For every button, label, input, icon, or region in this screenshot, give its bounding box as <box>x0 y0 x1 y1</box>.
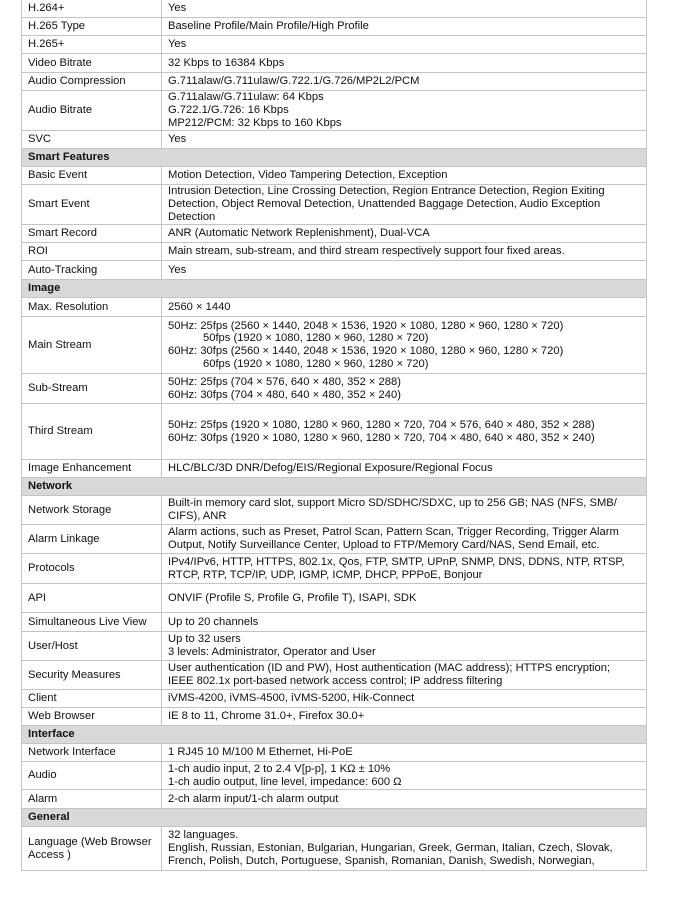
spec-row <box>21 460 647 478</box>
spec-row <box>21 317 647 374</box>
spec-value-line: CIFS), ANR <box>168 510 227 522</box>
spec-row <box>21 790 647 809</box>
spec-value-line: 50fps (1920 × 1080, 1280 × 960, 1280 × 720) <box>203 332 429 345</box>
spec-label: Alarm Linkage <box>21 525 162 553</box>
spec-row <box>21 185 647 225</box>
spec-value <box>162 404 647 459</box>
spec-label: Smart Record <box>21 225 162 242</box>
spec-value-line: G.722.1/G.726: 16 Kbps <box>168 104 289 117</box>
spec-value <box>162 496 647 524</box>
spec-row <box>21 73 647 91</box>
spec-value <box>162 661 647 689</box>
spec-value-line: Up to 32 users <box>168 633 241 646</box>
spec-value-line: Yes <box>168 133 187 146</box>
spec-table <box>21 0 647 871</box>
spec-value-line: Motion Detection, Video Tampering Detection, Exception <box>168 169 448 182</box>
spec-value <box>162 762 647 789</box>
spec-label: Third Stream <box>21 404 162 459</box>
spec-value-line: Detection, Object Removal Detection, Unattended Baggage Detection, Audio Exception <box>168 198 601 211</box>
spec-label: Web Browser <box>21 708 162 725</box>
spec-label: Client <box>21 690 162 707</box>
section-header: Smart Features <box>21 149 647 167</box>
spec-label: Audio <box>21 762 162 789</box>
spec-value <box>162 298 647 316</box>
spec-label: Auto-Tracking <box>21 261 162 279</box>
spec-label: User/Host <box>21 632 162 660</box>
spec-value-line: Baseline Profile/Main Profile/High Profile <box>168 20 369 33</box>
spec-value-line: HLC/BLC/3D DNR/Defog/EIS/Regional Exposure/Regional Focus <box>168 462 493 475</box>
spec-row <box>21 91 647 131</box>
spec-row <box>21 744 647 762</box>
spec-label: Smart Event <box>21 185 162 224</box>
spec-value-line: Up to 20 channels <box>168 615 259 628</box>
spec-label: Basic Event <box>21 167 162 184</box>
spec-value-line: Intrusion Detection, Line Crossing Detection, Region Entrance Detection, Region Exiting <box>168 185 605 198</box>
spec-value-line: Output, Notify Surveillance Center, Upload to FTP/Memory Card/NAS, Send Email, etc. <box>168 539 600 551</box>
spec-label: Audio Compression <box>21 73 162 90</box>
spec-row <box>21 613 647 632</box>
spec-label: Max. Resolution <box>21 298 162 316</box>
spec-value-line: English, Russian, Estonian, Bulgarian, Hungarian, Greek, German, Italian, Czech, Slovak, <box>168 842 613 855</box>
spec-value <box>162 54 647 72</box>
spec-value-line: 1-ch audio output, line level, impedance: 600 Ω <box>168 775 402 788</box>
spec-value-line: 60Hz: 30fps (1920 × 1080, 1280 × 960, 1280 × 720, 704 × 480, 640 × 480, 352 × 240) <box>168 431 595 444</box>
spec-row <box>21 225 647 243</box>
spec-row <box>21 496 647 525</box>
spec-row <box>21 18 647 36</box>
spec-value <box>162 131 647 148</box>
spec-row <box>21 131 647 149</box>
spec-value <box>162 261 647 279</box>
spec-value <box>162 690 647 707</box>
spec-value <box>162 554 647 583</box>
spec-value-line: Built-in memory card slot, support Micro SD/SDHC/SDXC, up to 256 GB; NAS (NFS, SMB/ <box>168 497 617 510</box>
spec-row <box>21 243 647 261</box>
spec-value <box>162 460 647 477</box>
section-header: Image <box>21 280 647 298</box>
spec-label: SVC <box>21 131 162 148</box>
spec-row <box>21 661 647 690</box>
spec-row <box>21 36 647 54</box>
spec-label: Network Storage <box>21 496 162 524</box>
spec-value-line: French, Polish, Dutch, Portuguese, Spanish, Romanian, Danish, Swedish, Norwegian, <box>168 854 595 867</box>
spec-value <box>162 708 647 725</box>
spec-value <box>162 243 647 260</box>
spec-label: Protocols <box>21 554 162 583</box>
spec-value-line: 2560 × 1440 <box>168 300 231 313</box>
spec-value <box>162 185 647 224</box>
spec-label: Video Bitrate <box>21 54 162 72</box>
spec-value <box>162 36 647 53</box>
spec-label: API <box>21 584 162 612</box>
spec-row <box>21 0 647 18</box>
spec-value <box>162 167 647 184</box>
spec-row <box>21 404 647 460</box>
spec-value <box>162 374 647 403</box>
spec-label: H.265 Type <box>21 18 162 35</box>
spec-row <box>21 584 647 613</box>
spec-label: Security Measures <box>21 661 162 689</box>
spec-row <box>21 525 647 554</box>
spec-label: H.265+ <box>21 36 162 53</box>
spec-value <box>162 613 647 631</box>
spec-row <box>21 708 647 726</box>
spec-row <box>21 632 647 661</box>
spec-label: H.264+ <box>21 0 162 17</box>
spec-value-line: RTCP, RTP, TCP/IP, UDP, IGMP, ICMP, DHCP, PPPoE, Bonjour <box>168 568 483 581</box>
spec-label: Network Interface <box>21 744 162 761</box>
spec-row <box>21 261 647 280</box>
spec-value-line: Yes <box>168 38 187 51</box>
spec-row <box>21 54 647 73</box>
spec-value-line: ANR (Automatic Network Replenishment), Dual-VCA <box>168 227 430 240</box>
spec-value-line: 32 languages. <box>168 829 239 842</box>
spec-value-line: 60fps (1920 × 1080, 1280 × 960, 1280 × 720) <box>203 357 429 370</box>
spec-row <box>21 298 647 317</box>
section-header: Network <box>21 478 647 496</box>
spec-value-line: 50Hz: 25fps (2560 × 1440, 2048 × 1536, 1920 × 1080, 1280 × 960, 1280 × 720) <box>168 319 564 332</box>
spec-label: Image Enhancement <box>21 460 162 477</box>
spec-value <box>162 584 647 612</box>
spec-row <box>21 762 647 790</box>
spec-label: ROI <box>21 243 162 260</box>
spec-value-line: 3 levels: Administrator, Operator and User <box>168 646 376 658</box>
spec-value-line: 32 Kbps to 16384 Kbps <box>168 56 285 69</box>
spec-value <box>162 0 647 17</box>
spec-value-line: 50Hz: 25fps (704 × 576, 640 × 480, 352 × 288) <box>168 375 401 388</box>
spec-label: Simultaneous Live View <box>21 613 162 631</box>
spec-value-line: 50Hz: 25fps (1920 × 1080, 1280 × 960, 1280 × 720, 704 × 576, 640 × 480, 352 × 288) <box>168 418 595 431</box>
spec-label: Main Stream <box>21 317 162 373</box>
spec-value-line: 2-ch alarm input/1-ch alarm output <box>168 792 339 805</box>
section-header: Interface <box>21 726 647 744</box>
spec-value-line: IE 8 to 11, Chrome 31.0+, Firefox 30.0+ <box>168 710 365 723</box>
spec-value <box>162 18 647 35</box>
spec-value-line: ONVIF (Profile S, Profile G, Profile T), ISAPI, SDK <box>168 591 417 604</box>
spec-value-line: Detection <box>168 210 216 223</box>
spec-value <box>162 790 647 808</box>
spec-row <box>21 167 647 185</box>
spec-value-line: 1-ch audio input, 2 to 2.4 V[p-p], 1 KΩ ± 10% <box>168 762 391 775</box>
spec-row <box>21 554 647 584</box>
spec-value <box>162 317 647 373</box>
spec-value-line: 60Hz: 30fps (2560 × 1440, 2048 × 1536, 1920 × 1080, 1280 × 960, 1280 × 720) <box>168 345 564 357</box>
spec-value-line: iVMS-4200, iVMS-4500, iVMS-5200, Hik-Connect <box>168 692 415 705</box>
section-header: General <box>21 809 647 827</box>
spec-value <box>162 632 647 660</box>
spec-value-line: 60Hz: 30fps (704 × 480, 640 × 480, 352 × 240) <box>168 388 401 401</box>
spec-value-line: 1 RJ45 10 M/100 M Ethernet, Hi-PoE <box>168 746 353 759</box>
spec-value-line: Yes <box>168 2 187 15</box>
spec-value-line: IPv4/IPv6, HTTP, HTTPS, 802.1x, Qos, FTP, SMTP, UPnP, SNMP, DNS, DDNS, NTP, RTSP, <box>168 555 625 568</box>
spec-label: Language (Web Browser Access ) <box>21 827 162 870</box>
spec-value <box>162 827 647 870</box>
spec-value-line: Main stream, sub-stream, and third stream respectively support four fixed areas. <box>168 245 565 258</box>
spec-value <box>162 525 647 553</box>
spec-row <box>21 690 647 708</box>
spec-value-line: MP212/PCM: 32 Kbps to 160 Kbps <box>168 116 342 129</box>
spec-value <box>162 91 647 130</box>
spec-row <box>21 827 647 871</box>
spec-label: Sub-Stream <box>21 374 162 403</box>
spec-value <box>162 744 647 761</box>
spec-label: Audio Bitrate <box>21 91 162 130</box>
spec-value-line: User authentication (ID and PW), Host authentication (MAC address); HTTPS encryption; <box>168 662 611 675</box>
spec-value <box>162 225 647 242</box>
spec-row <box>21 374 647 404</box>
spec-value-line: Alarm actions, such as Preset, Patrol Scan, Pattern Scan, Trigger Recording, Trigger Alarm <box>168 526 619 539</box>
spec-value <box>162 73 647 90</box>
spec-label: Alarm <box>21 790 162 808</box>
spec-value-line: IEEE 802.1x port-based network access control; IP address filtering <box>168 675 503 687</box>
spec-value-line: G.711alaw/G.711ulaw: 64 Kbps <box>168 91 324 104</box>
spec-value-line: Yes <box>168 263 187 276</box>
spec-value-line: G.711alaw/G.711ulaw/G.722.1/G.726/MP2L2/PCM <box>168 75 420 88</box>
